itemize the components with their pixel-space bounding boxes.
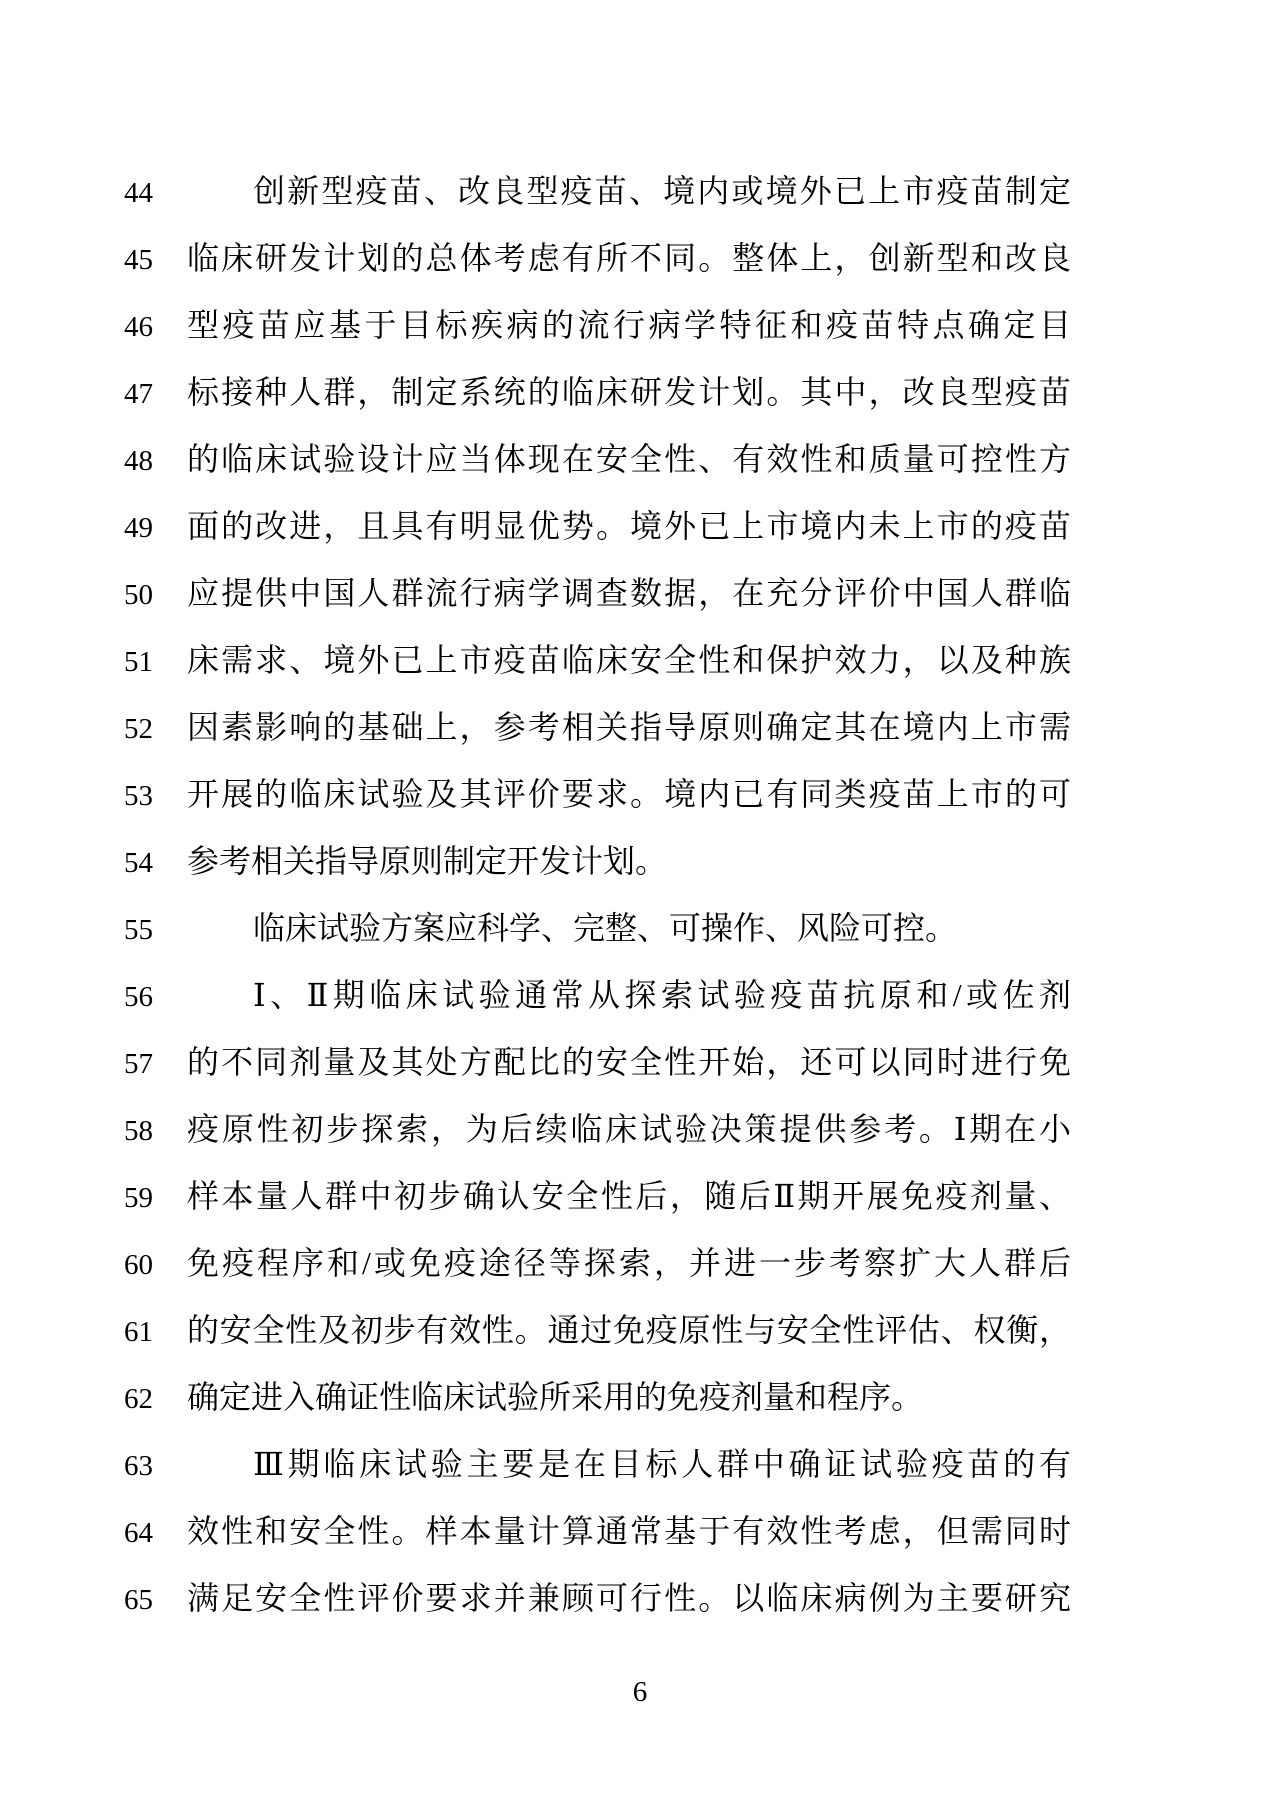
line-text: 效性和安全性。样本量计算通常基于有效性考虑，但需同时: [187, 1513, 1071, 1549]
line-number: 46: [124, 311, 153, 343]
text-line: [0, 359, 1280, 426]
line-number: 59: [124, 1182, 153, 1214]
text-line: [0, 225, 1280, 292]
line-text: 临床研发计划的总体考虑有所不同。整体上，创新型和改良: [187, 240, 1071, 276]
line-number: 45: [124, 244, 153, 276]
text-line: [0, 560, 1280, 627]
line-number: 54: [124, 847, 153, 879]
line-number: 63: [124, 1450, 153, 1482]
line-text: 标接种人群，制定系统的临床研发计划。其中，改良型疫苗: [187, 374, 1071, 410]
line-number: 65: [124, 1584, 153, 1616]
line-text: 确定进入确证性临床试验所采用的免疫剂量和程序。: [187, 1379, 924, 1415]
text-line: [0, 627, 1280, 694]
line-text: 创新型疫苗、改良型疫苗、境内或境外已上市疫苗制定: [253, 173, 1071, 209]
line-number: 50: [124, 579, 153, 611]
line-number: 62: [124, 1383, 153, 1415]
line-number: 56: [124, 981, 153, 1013]
text-line: [0, 426, 1280, 493]
text-line: [0, 1364, 1280, 1431]
page-number: 6: [632, 1676, 648, 1708]
line-text: 型疫苗应基于目标疾病的流行病学特征和疫苗特点确定目: [187, 307, 1071, 343]
line-number: 58: [124, 1115, 153, 1147]
line-number: 44: [124, 177, 153, 209]
text-line: [0, 1029, 1280, 1096]
text-line: [0, 1431, 1280, 1498]
line-text: 的临床试验设计应当体现在安全性、有效性和质量可控性方: [187, 441, 1071, 477]
line-number: 55: [124, 914, 153, 946]
line-number: 60: [124, 1249, 153, 1281]
line-text: 因素影响的基础上，参考相关指导原则确定其在境内上市需: [187, 709, 1071, 745]
text-line: [0, 962, 1280, 1029]
line-text: 开展的临床试验及其评价要求。境内已有同类疫苗上市的可: [187, 776, 1071, 812]
text-line: [0, 1163, 1280, 1230]
text-line: [0, 1230, 1280, 1297]
line-number: 47: [124, 378, 153, 410]
line-number: 64: [124, 1517, 153, 1549]
line-text: 的不同剂量及其处方配比的安全性开始，还可以同时进行免: [187, 1044, 1071, 1080]
text-line: [0, 1498, 1280, 1565]
text-line: [0, 1565, 1280, 1632]
line-number: 48: [124, 445, 153, 477]
line-number: 61: [124, 1316, 153, 1348]
line-text: 的安全性及初步有效性。通过免疫原性与安全性评估、权衡，: [187, 1312, 1071, 1348]
line-text: 面的改进，且具有明显优势。境外已上市境内未上市的疫苗: [187, 508, 1071, 544]
line-text: Ⅰ、Ⅱ期临床试验通常从探索试验疫苗抗原和/或佐剂: [253, 977, 1071, 1013]
line-text: 免疫程序和/或免疫途径等探索，并进一步考察扩大人群后: [187, 1245, 1071, 1281]
line-text: 床需求、境外已上市疫苗临床安全性和保护效力，以及种族: [187, 642, 1071, 678]
line-number: 57: [124, 1048, 153, 1080]
text-body: [0, 158, 1280, 1632]
line-text: 参考相关指导原则制定开发计划。: [187, 843, 668, 879]
text-line: [0, 1297, 1280, 1364]
text-line: [0, 493, 1280, 560]
line-number: 53: [124, 780, 153, 812]
text-line: [0, 761, 1280, 828]
line-number: 51: [124, 646, 153, 678]
text-line: [0, 694, 1280, 761]
line-text: 满足安全性评价要求并兼顾可行性。以临床病例为主要研究: [187, 1580, 1071, 1616]
line-text: 疫原性初步探索，为后续临床试验决策提供参考。Ⅰ期在小: [187, 1111, 1071, 1147]
line-text: 样本量人群中初步确认安全性后，随后Ⅱ期开展免疫剂量、: [187, 1178, 1071, 1214]
line-text: 临床试验方案应科学、完整、可操作、风险可控。: [253, 910, 958, 946]
line-number: 49: [124, 512, 153, 544]
line-text: Ⅲ期临床试验主要是在目标人群中确证试验疫苗的有: [253, 1446, 1071, 1482]
text-line: [0, 895, 1280, 962]
line-text: 应提供中国人群流行病学调查数据，在充分评价中国人群临: [187, 575, 1071, 611]
text-line: [0, 828, 1280, 895]
text-line: [0, 1096, 1280, 1163]
text-line: [0, 158, 1280, 225]
text-line: [0, 292, 1280, 359]
line-number: 52: [124, 713, 153, 745]
